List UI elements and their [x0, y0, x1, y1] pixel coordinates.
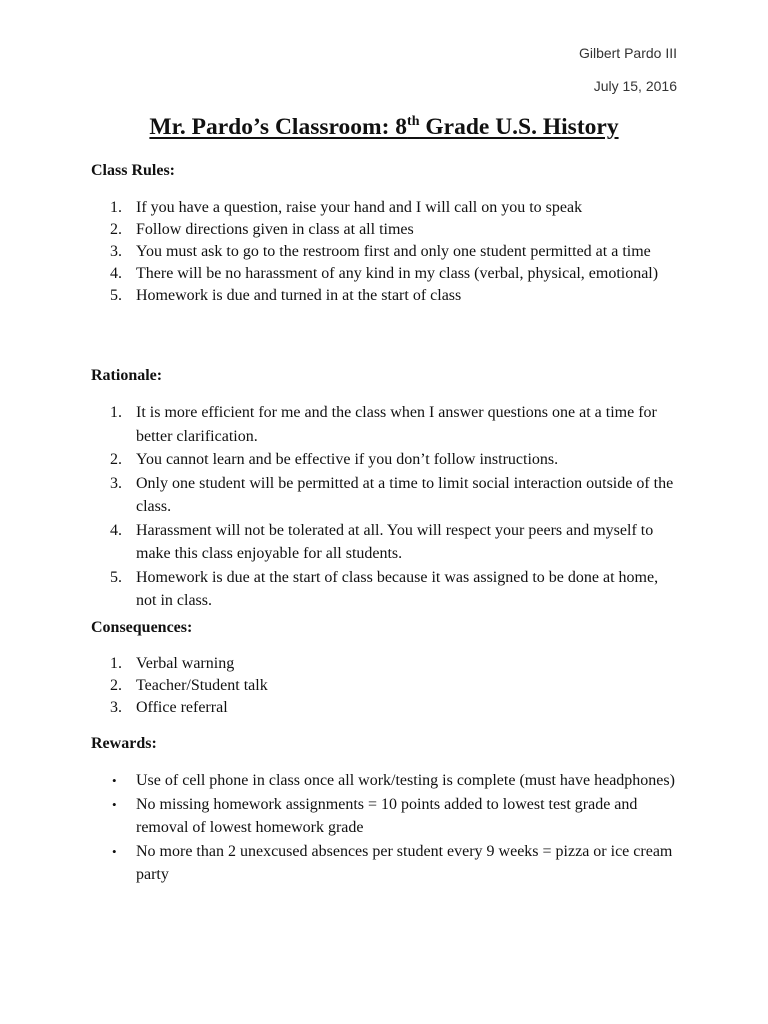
- item-text: Use of cell phone in class once all work/testing is complete (must have headphones): [136, 772, 675, 789]
- item-text: You cannot learn and be effective if you don’t follow instructions.: [136, 451, 559, 468]
- list-item: [0, 263, 676, 285]
- item-text: If you have a question, raise your hand and I will call on you to speak: [136, 199, 583, 216]
- item-text: Homework is due and turned in at the start of class: [136, 287, 462, 304]
- list-item: [0, 653, 676, 675]
- item-number: 5.: [110, 287, 122, 304]
- item-number: 3.: [110, 243, 122, 260]
- list-item: [0, 285, 676, 307]
- list-item: [0, 769, 676, 793]
- list-item: [0, 793, 676, 840]
- item-number: 1.: [110, 655, 122, 672]
- item-number: 3.: [110, 474, 122, 492]
- consequences-list: [0, 653, 676, 719]
- item-text: Only one student will be permitted at a time to limit social interaction outside of the class.: [136, 474, 674, 515]
- item-number: 4.: [110, 265, 122, 282]
- rationale-heading: Rationale:: [91, 367, 163, 384]
- item-number: 2.: [110, 221, 122, 238]
- item-text: Office referral: [136, 699, 228, 716]
- item-text: Homework is due at the start of class because it was assigned to be done at home, not in class.: [136, 568, 659, 609]
- item-text: You must ask to go to the restroom first and only one student permitted at a time: [136, 243, 651, 260]
- item-text: Verbal warning: [136, 655, 235, 672]
- item-number: 4.: [110, 521, 122, 539]
- list-item: [0, 472, 676, 519]
- title-superscript: th: [407, 114, 420, 129]
- item-text: Harassment will not be tolerated at all. You will respect your peers and myself to make this class enjoyable for all students.: [136, 521, 654, 562]
- rewards-heading: Rewards:: [91, 735, 157, 752]
- bullet-icon: •: [112, 796, 117, 812]
- rewards-list: [0, 769, 676, 887]
- item-text: There will be no harassment of any kind in my class (verbal, physical, emotional): [136, 265, 659, 282]
- item-number: 5.: [110, 568, 122, 586]
- item-text: No more than 2 unexcused absences per student every 9 weeks = pizza or ice cream party: [136, 842, 673, 883]
- item-text: Follow directions given in class at all times: [136, 221, 414, 238]
- document-date: July 15, 2016: [593, 78, 677, 94]
- rules-heading: Class Rules:: [91, 162, 176, 179]
- title-main: Mr. Pardo’s Classroom: 8: [149, 114, 408, 140]
- list-item: [0, 519, 676, 566]
- consequences-heading: Consequences:: [91, 619, 193, 636]
- list-item: [0, 219, 676, 241]
- item-text: Teacher/Student talk: [136, 677, 268, 694]
- list-item: [0, 697, 676, 719]
- list-item: [0, 241, 676, 263]
- item-number: 2.: [110, 677, 122, 694]
- list-item: [0, 840, 676, 887]
- rationale-list: [0, 401, 676, 613]
- list-item: [0, 675, 676, 697]
- rules-list: [0, 197, 676, 307]
- bullet-icon: •: [112, 843, 117, 859]
- bullet-icon: •: [112, 773, 117, 788]
- author-name: Gilbert Pardo III: [578, 45, 677, 61]
- item-text: No missing homework assignments = 10 points added to lowest test grade and removal of lowest homework grade: [136, 795, 638, 836]
- list-item: [0, 566, 676, 613]
- item-number: 3.: [110, 699, 122, 716]
- title-rest: Grade U.S. History: [419, 114, 619, 140]
- list-item: [0, 448, 676, 472]
- list-item: [0, 401, 676, 448]
- item-number: 1.: [110, 199, 122, 216]
- list-item: [0, 197, 676, 219]
- item-number: 2.: [110, 451, 122, 468]
- page-title: [0, 114, 768, 141]
- item-number: 1.: [110, 404, 122, 421]
- item-text: It is more efficient for me and the class when I answer questions one at a time for better clarification.: [136, 404, 657, 445]
